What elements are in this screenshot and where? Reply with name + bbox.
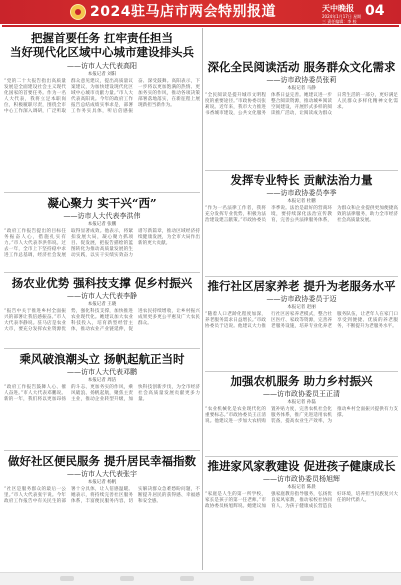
article-separator xyxy=(205,170,398,171)
article-body: “社区是服务群众的最后一公里。”市人大代表张宇说。今年政府工作报告中有关民生的部署十分具体，让人倍感温暖。她表示，将持续完善社区服务体系，丰富便民服务内容，切实解决群众急难愁盼问题，不断提升居民的获得感、幸福感和安全感。 xyxy=(4,487,200,505)
article-subhead: ——访市人大代表张宇 xyxy=(67,470,137,478)
emblem-icon xyxy=(70,4,86,20)
article-lijing xyxy=(4,276,200,346)
article-headline: 深化全民阅读活动 服务群众文化需求 xyxy=(207,60,396,74)
article-body: “随着人口老龄化程度加深，养老服务需求日益增长。”市政协委员于迈说。他建议大力推行社区居家养老模式，整合社区医疗、家政等资源，完善养老服务设施，培养专业化养老服务队伍，让老年人在家门口享受到便捷、优质的养老服务，不断提升为老服务水平。 xyxy=(205,312,398,330)
article-byline: 本报记者 杨帆 xyxy=(87,480,117,485)
article-subhead: ——访市人大代表邓鹏 xyxy=(67,368,137,376)
article-separator xyxy=(205,371,398,372)
masthead-rule xyxy=(2,25,399,27)
article-headline: 做好社区便民服务 提升居民幸福指数 xyxy=(7,454,196,468)
article-byline: 本报记者 张鹏 xyxy=(87,222,117,227)
article-headline: 扬农业优势 强科技支撑 促乡村振兴 xyxy=(11,276,193,290)
article-separator xyxy=(4,348,200,349)
footer-mark xyxy=(240,576,254,581)
article-byline: 本报记者 孙磊 xyxy=(287,400,316,405)
article-headline: 凝心聚力 实干兴“西” xyxy=(47,196,157,210)
article-zhangyu xyxy=(4,454,200,570)
article-body: “农业机械化是农业现代化的重要标志。”市政协委员王正清说。他建议进一步加大农机购置补贴力度，完善农机社会化服务体系，推广先进适用农机装备，提高农业生产效率，为推动乡村全面振兴提供有力支撑。 xyxy=(205,407,398,425)
article-separator xyxy=(205,276,398,277)
article-subhead: ——访市政协委员张莉 xyxy=(266,76,337,84)
article-separator xyxy=(205,456,398,457)
column-divider xyxy=(202,28,203,570)
article-headline-line2: 当好现代化区域中心城市建设排头兵 xyxy=(10,45,194,59)
newspaper-name: 天中晚报 xyxy=(322,4,354,13)
article-headline: 推行社区居家养老 提升为老服务水平 xyxy=(207,279,396,293)
footer-mark xyxy=(300,576,314,581)
article-byline: 本报记者 杜鹏 xyxy=(287,199,316,204)
footer-mark xyxy=(60,576,74,581)
article-headline: 乘风破浪潮头立 扬帆起航正当时 xyxy=(19,352,185,366)
article-body: “全民阅读是提升城市文明程度的重要途径。”市政协委员张莉说。近年来，我市大力推进书香城市建设，公共文化服务体系日益完善。她建议进一步整合阅读资源，推动城乡阅读空间建设，开展形式多样的阅读推广活动，让阅读成为群众日常生活的一部分，更好满足人民群众多样化精神文化需求。 xyxy=(205,93,398,117)
masthead-banner xyxy=(0,0,401,24)
article-liji xyxy=(205,173,398,273)
article-byline: 本报记者 周洁 xyxy=(87,378,117,383)
article-byline: 本报记者 赵丽 xyxy=(287,305,316,310)
article-body: “政府工作报告鼓舞人心、催人奋进。”市人大代表邓鹏说。新的一年，我们将以更加昂扬的斗志、更加务实的作风，乘风破浪、扬帆起航，聚焦主责主业，推动企业转型升级，加快科技创新步伐，为全市经济社会高质量发展贡献更多力量。 xyxy=(4,385,200,403)
page-number: 04 xyxy=(365,3,385,19)
article-headline: 把握首要任务 扛牢责任担当 xyxy=(30,31,173,45)
footer-mark xyxy=(120,576,134,581)
article-headline: 推进家风家教建设 促进孩子健康成长 xyxy=(207,459,396,473)
article-subhead: ——访市政协委员于迈 xyxy=(266,295,337,303)
article-yangxuhui xyxy=(205,459,398,570)
page-footer xyxy=(0,572,401,585)
article-separator xyxy=(4,450,200,451)
article-body: “报告中关于推进乡村全面振兴的部署让我倍感振奋。”市人大代表李静说。驻马店是农业大市，要充分发挥农业资源优势，强化科技支撑，加快推进农业现代化。她建议加大农业科技投入，培育新型经营主体，推动农业产业链延伸，促进农民持续增收，让乡村振兴成果更多更公平惠及广大农民群众。 xyxy=(4,309,200,333)
article-wangzhengqing xyxy=(205,374,398,456)
article-byline: 本报记者 马静 xyxy=(287,86,316,91)
page-title: 2024驻马店市两会特别报道 xyxy=(90,4,276,20)
article-subhead: ——访市人大代表高阳 xyxy=(67,62,137,70)
article-dengpeng xyxy=(4,352,200,420)
article-subhead: ——访市政协委员杨旭辉 xyxy=(263,475,340,483)
article-byline: 本报记者 刘阳 xyxy=(87,72,117,77)
article-headline: 发挥专业特长 贡献法治力量 xyxy=(230,173,373,187)
footer-mark xyxy=(180,576,194,581)
article-body: “党的二十大报告指出高质量发展是全面建设社会主义现代化国家的首要任务。作为一名人大代表，我将立足本职岗位，积极履职尽责，围绕全市中心工作深入调研，广泛听取群众意见建议，提出高质量议案建议，为加快建设现代化区域中心城市贡献力量。”市人大代表高阳说。今年的政府工作报告总结成绩实事求是，部署工作务实具体，听后倍感振奋、深受鼓舞。高阳表示，下一步将以更加饱满的热情、更加务实的作风，推动各项决策部署落地落实，在新征程上展现新担当新作为。 xyxy=(4,79,200,115)
article-byline: 本报记者 王晓 xyxy=(87,302,117,307)
article-gaoyang xyxy=(4,31,200,164)
article-subhead: ——访市政协委员王正清 xyxy=(263,390,340,398)
article-separator xyxy=(4,272,200,273)
article-body: “作为一名法律工作者，我将充分发挥专业优势，积极为法治建设建言献策。”市政协委员李季说。法治是最好的营商环境，要持续深化法治宣传教育，完善公共法律服务体系，为群众和企业提供更加便捷高效的法律服务，助力全市经济社会高质量发展。 xyxy=(205,206,398,224)
article-byline: 本报记者 陈晨 xyxy=(287,485,316,490)
article-body: “家庭是人生的第一所学校，家长是孩子的第一任老师。”市政协委员杨旭辉说。她建议加强家庭教育指导服务，弘扬优良家风家教，推动家校社协同育人，为孩子健康成长营造良好环境，培养担当民族复兴大任的时代新人。 xyxy=(205,492,398,510)
article-headline: 加强农机服务 助力乡村振兴 xyxy=(230,374,373,388)
article-body: “政府工作报告提出的目标任务振奋人心，措施扎实有力。”市人大代表李洪伟说。过去一年，全市上下坚持稳中求进工作总基调，经济社会发展取得显著成效。他表示，将紧扣发展大局，凝心聚力抓项目、促发展，把报告描绘的蓝图转化为推动高质量发展的生动实践，以实干实绩实效奋力谱写新篇章，推动区域经济持续健康发展，为全市大局作出新的更大贡献。 xyxy=(4,229,200,259)
article-separator xyxy=(4,192,200,193)
article-subhead: ——访市政协委员李季 xyxy=(266,189,337,197)
article-zhangli xyxy=(205,60,398,170)
article-subhead: ——访市人大代表李洪伟 xyxy=(63,212,141,220)
issue-meta: 2024年1月17日 星期三 责任编辑：李 校 xyxy=(322,14,362,24)
article-lihongwei xyxy=(4,196,200,270)
article-subhead: ——访市人大代表李静 xyxy=(67,292,137,300)
article-yumai xyxy=(205,279,398,369)
